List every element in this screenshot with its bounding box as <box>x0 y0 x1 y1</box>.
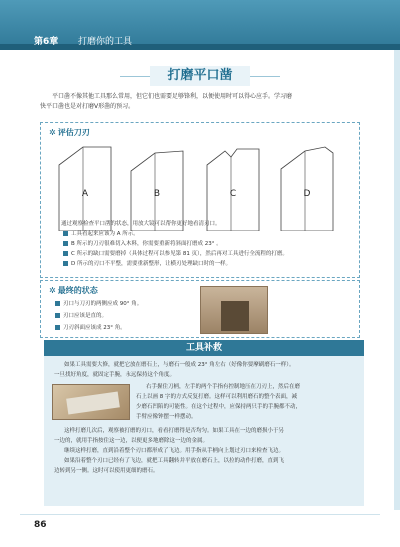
sharpening-photo <box>52 384 130 420</box>
chapter-label: 第6章 <box>34 37 59 47</box>
intro-line: 平口凿不像其他工具那么常用，但它们也需要足够锋利，以便使用时可以得心应手。学习磨 <box>52 93 293 100</box>
assess-title: ✲ 评估刀刃 <box>49 128 90 137</box>
tips-line: 右手握住刀柄，左手的两个手指有控制地压在刀刃上，然后在磨 <box>146 384 301 390</box>
assess-section <box>40 122 360 278</box>
final-item: 刃口与刀刃的两侧应成 90° 角。 <box>55 299 142 307</box>
square-bullet-icon <box>63 261 68 266</box>
tips-paragraph <box>136 382 358 422</box>
page-number: 86 <box>34 520 47 530</box>
assess-item: B 所示的刀刃很难切入木料，你需要重新将斜面打磨成 23° 。 <box>63 239 222 249</box>
final-item: 刀刃斜面应该成 23° 角。 <box>55 323 126 331</box>
tips-line: 边转到另一侧。这时可以使用更细的磨石。 <box>54 468 159 474</box>
assess-item: C 所示的缺口需要磨掉（具体过程可以参见第 81 页），然后再对工具进行全流程的打磨。 <box>63 249 288 259</box>
assess-item: 工具看起来应该为 A 所示。 <box>63 229 139 239</box>
square-bullet-icon <box>63 251 68 256</box>
chapter-title: 打磨你的工具 <box>78 37 133 47</box>
tips-paragraph <box>54 426 358 476</box>
blade-label: A <box>81 189 89 199</box>
tips-line: 石上以画 8 字的方式反复打磨。这样可以利用磨石的整个表面，减 <box>136 394 297 400</box>
chapter-header <box>0 0 400 50</box>
chisel-blade-image <box>221 301 249 331</box>
assess-description: 通过观察检查平口凿的状态，用放大镜可以帮你更好地看清刃口。 <box>61 221 221 227</box>
blade-d <box>275 145 339 231</box>
edge-tab <box>394 50 400 510</box>
assess-item: D 所示的刃口不平整，需要重新整形，让横刃处理缺口时的一样。 <box>63 259 231 269</box>
page-title: 打磨平口凿 <box>150 66 250 86</box>
sharpening-stone-image <box>66 391 120 414</box>
final-state-title: ✲ 最终的状态 <box>49 286 98 295</box>
final-item: 刃口应该是直的。 <box>55 311 107 319</box>
tips-line: 如果工具需要大修，就把它放在磨石上，与磨石一般成 23° 角左右（好像你要摩刷磨石一样）。 <box>64 362 295 368</box>
blade-label: C <box>229 189 237 199</box>
gear-bullet-icon: ✲ <box>49 286 56 295</box>
tips-line: 这样打磨几次后，观察被打磨的刃口，看看打磨得是否均匀。如果工具在一边的磨损小于另 <box>64 428 285 434</box>
blade-label: B <box>153 189 161 199</box>
chisel-edge-photo <box>200 286 268 334</box>
intro-line: 快平口凿也是对打磨V形凿的预习。 <box>40 103 135 110</box>
tips-line: 一边的，就用手指按住这一边，以便更多地磨除这一边的金属。 <box>54 438 209 444</box>
blade-d-drawing <box>275 145 339 231</box>
blade-label: D <box>303 189 311 199</box>
square-bullet-icon <box>55 313 60 318</box>
gear-bullet-icon: ✲ <box>49 128 56 137</box>
square-bullet-icon <box>55 301 60 306</box>
tips-line: 少磨石凹陷的可能性。在这个过程中，应保持两只手的手腕都不动， <box>136 404 302 410</box>
tips-line: 继续这样打磨，直到沿着整个刃口都形成了飞边。用手指从手柄向上划过刃口来检查飞边。 <box>64 448 285 454</box>
intro-paragraph <box>40 92 360 112</box>
square-bullet-icon <box>55 325 60 330</box>
header-stripe <box>0 44 400 50</box>
tips-paragraph <box>54 360 358 380</box>
tips-line: 如果沿着整个刃口已经有了飞边，就把工具翻转并平放在磨石上，以拉的动作打磨，直到飞 <box>64 458 285 464</box>
square-bullet-icon <box>63 231 68 236</box>
tool-rescue-panel <box>44 340 364 506</box>
tips-line: 手臂应像钟摆一样摆动。 <box>136 414 197 420</box>
tool-rescue-title: 工具补救 <box>44 340 364 356</box>
tips-line: 一旦找好角度，就固定手腕，永远保持这个角度。 <box>54 372 176 378</box>
square-bullet-icon <box>63 241 68 246</box>
footer-rule <box>20 514 380 515</box>
